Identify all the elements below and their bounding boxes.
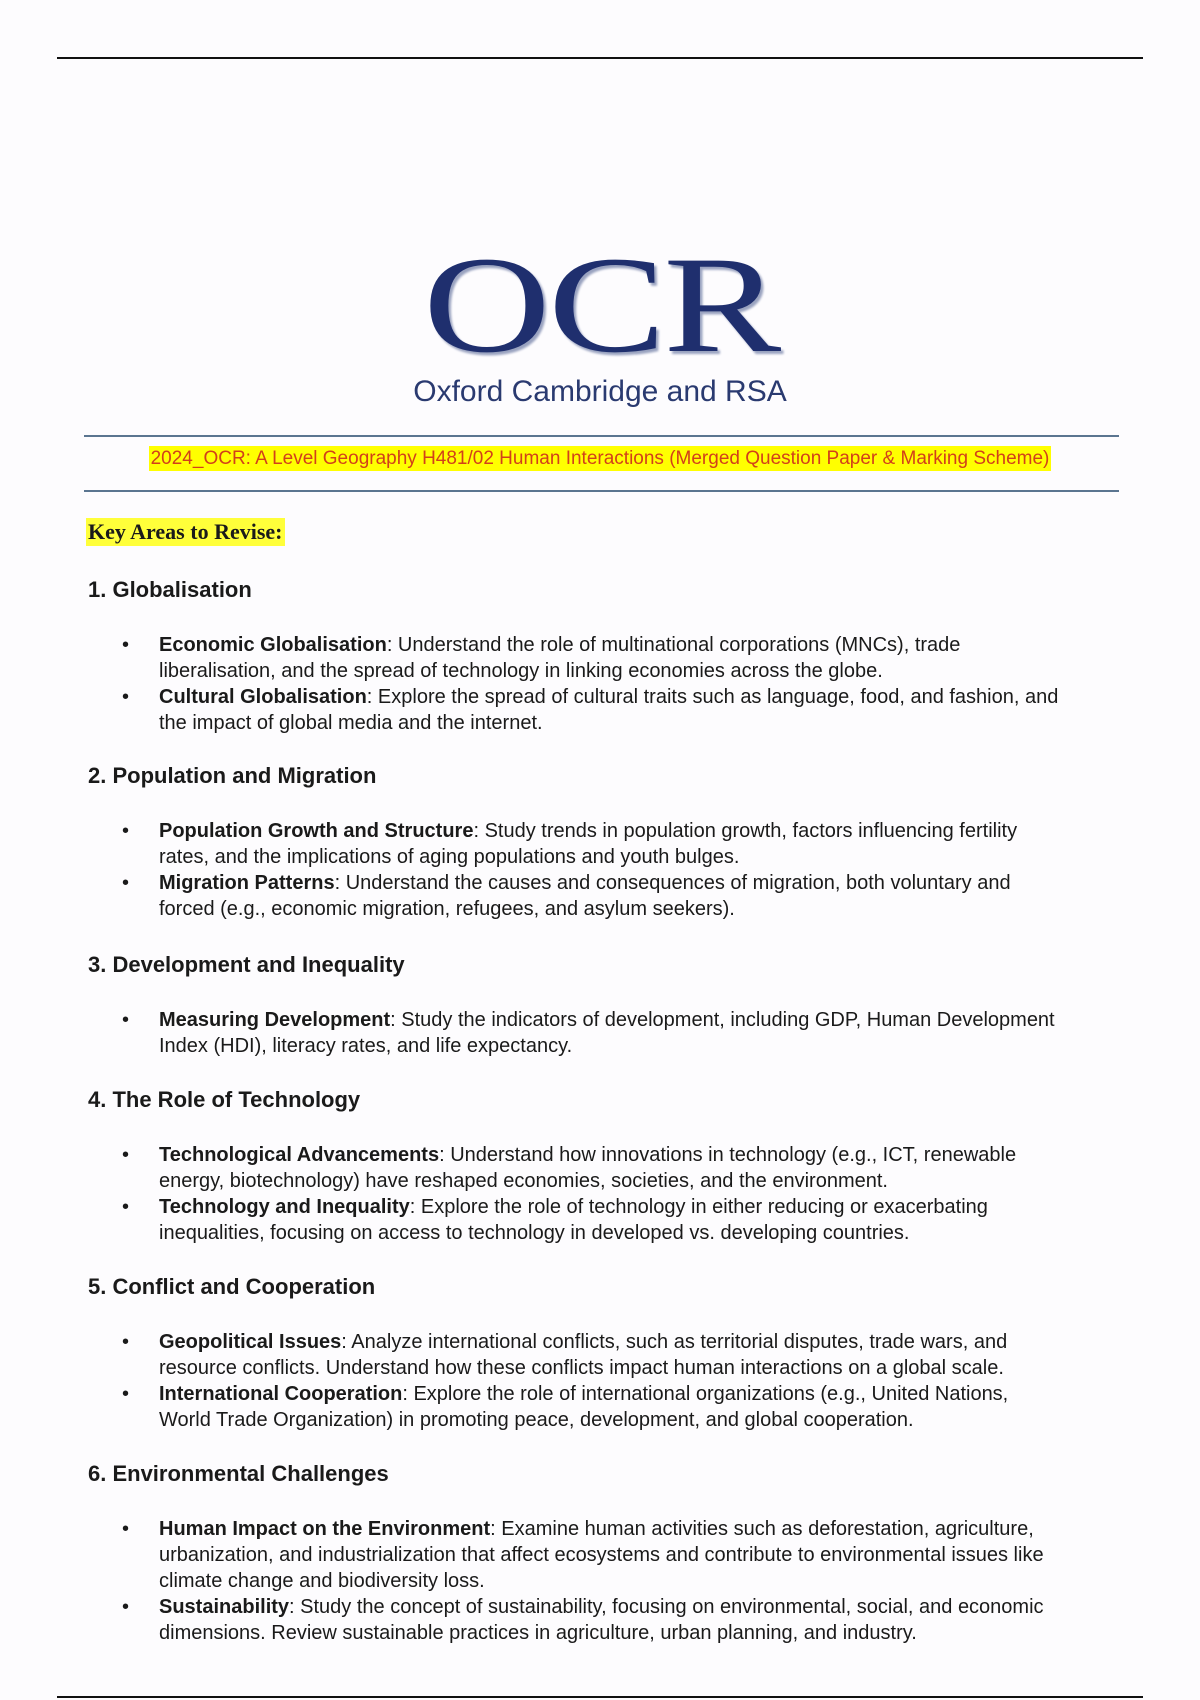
item-text: : Understand the causes and consequences of migration, both voluntary and forced (e.g., economic migration, refugees, and asylum seekers).: [159, 872, 1011, 920]
list-item: [88, 1516, 1059, 1594]
item-text: : Study trends in population growth, factors influencing fertility rates, and the implications of aging populations and youth bulges.: [159, 820, 1018, 868]
logo-mark: OCR: [423, 228, 779, 381]
section: [88, 1460, 1128, 1646]
item-term: Measuring Development: [159, 1009, 391, 1031]
item-text: : Study the indicators of development, including GDP, Human Development Index (HDI), literacy rates, and life expectancy.: [159, 1009, 1055, 1057]
section-heading: 6. Environmental Challenges: [88, 1461, 389, 1486]
list-item: [88, 684, 1059, 736]
document-title-text: 2024_OCR: A Level Geography H481/02 Human Interactions (Merged Question Paper & Marking Scheme): [150, 448, 1050, 469]
document-title: [0, 448, 1200, 470]
section: [88, 1086, 1128, 1246]
section: [88, 762, 1128, 922]
logo-subtitle: Oxford Cambridge and RSA: [413, 375, 787, 408]
item-text: : Explore the role of technology in either reducing or exacerbating inequalities, focusing on access to technology in developed vs. developing countries.: [159, 1196, 988, 1244]
section: [88, 1273, 1128, 1433]
item-term: Population Growth and Structure: [159, 820, 474, 842]
item-text: : Understand the role of multinational corporations (MNCs), trade liberalisation, and the spread of technology in linking economies across the globe.: [159, 634, 961, 682]
item-text: : Explore the role of international organizations (e.g., United Nations, World Trade Organization) in promoting peace, development, and global cooperation.: [159, 1383, 1009, 1431]
item-text: : Analyze international conflicts, such as territorial disputes, trade wars, and resource conflicts. Understand how these conflicts impact human interactions on a global scale.: [159, 1331, 1008, 1379]
item-text: : Examine human activities such as deforestation, agriculture, urbanization, and industrialization that affect ecosystems and contribute to environmental issues like climate change and biodiversity loss.: [159, 1518, 1044, 1592]
list-item: [88, 1329, 1059, 1381]
section: [88, 576, 1128, 736]
section-heading: 4. The Role of Technology: [88, 1087, 361, 1112]
item-term: Migration Patterns: [159, 872, 335, 894]
title-rule-top: [84, 435, 1119, 437]
bullet-list: [88, 1142, 1128, 1246]
key-areas-heading: Key Areas to Revise:: [88, 519, 283, 544]
item-term: Human Impact on the Environment: [159, 1518, 491, 1540]
list-item: [88, 870, 1059, 922]
item-term: Sustainability: [159, 1596, 290, 1618]
header-rule: [57, 57, 1143, 59]
item-term: Technology and Inequality: [159, 1196, 410, 1218]
section-heading: 2. Population and Migration: [88, 763, 377, 788]
footer-rule: [57, 1696, 1143, 1698]
bullet-list: [88, 1329, 1128, 1433]
item-text: : Explore the spread of cultural traits such as language, food, and fashion, and the impact of global media and the internet.: [159, 686, 1059, 734]
bullet-list: [88, 818, 1128, 922]
item-term: Economic Globalisation: [159, 634, 387, 656]
section-heading: 3. Development and Inequality: [88, 952, 405, 977]
title-rule-bottom: [84, 490, 1119, 492]
section-heading: 1. Globalisation: [88, 577, 252, 602]
ocr-logo: [391, 228, 811, 381]
list-item: [88, 818, 1059, 870]
list-item: [88, 1381, 1059, 1433]
section: [88, 951, 1128, 1059]
item-term: Technological Advancements: [159, 1144, 440, 1166]
item-text: : Understand how innovations in technology (e.g., ICT, renewable energy, biotechnology) have reshaped economies, societies, and the environment.: [159, 1144, 1017, 1192]
item-text: : Study the concept of sustainability, focusing on environmental, social, and economic dimensions. Review sustainable practices in agriculture, urban planning, and industry.: [159, 1596, 1044, 1644]
item-term: Cultural Globalisation: [159, 686, 367, 708]
list-item: [88, 1594, 1059, 1646]
list-item: [88, 1007, 1059, 1059]
bullet-list: [88, 1516, 1128, 1646]
item-term: Geopolitical Issues: [159, 1331, 342, 1353]
section-heading: 5. Conflict and Cooperation: [88, 1274, 376, 1299]
bullet-list: [88, 632, 1128, 736]
list-item: [88, 632, 1059, 684]
bullet-list: [88, 1007, 1128, 1059]
list-item: [88, 1142, 1059, 1194]
item-term: International Cooperation: [159, 1383, 403, 1405]
list-item: [88, 1194, 1059, 1246]
